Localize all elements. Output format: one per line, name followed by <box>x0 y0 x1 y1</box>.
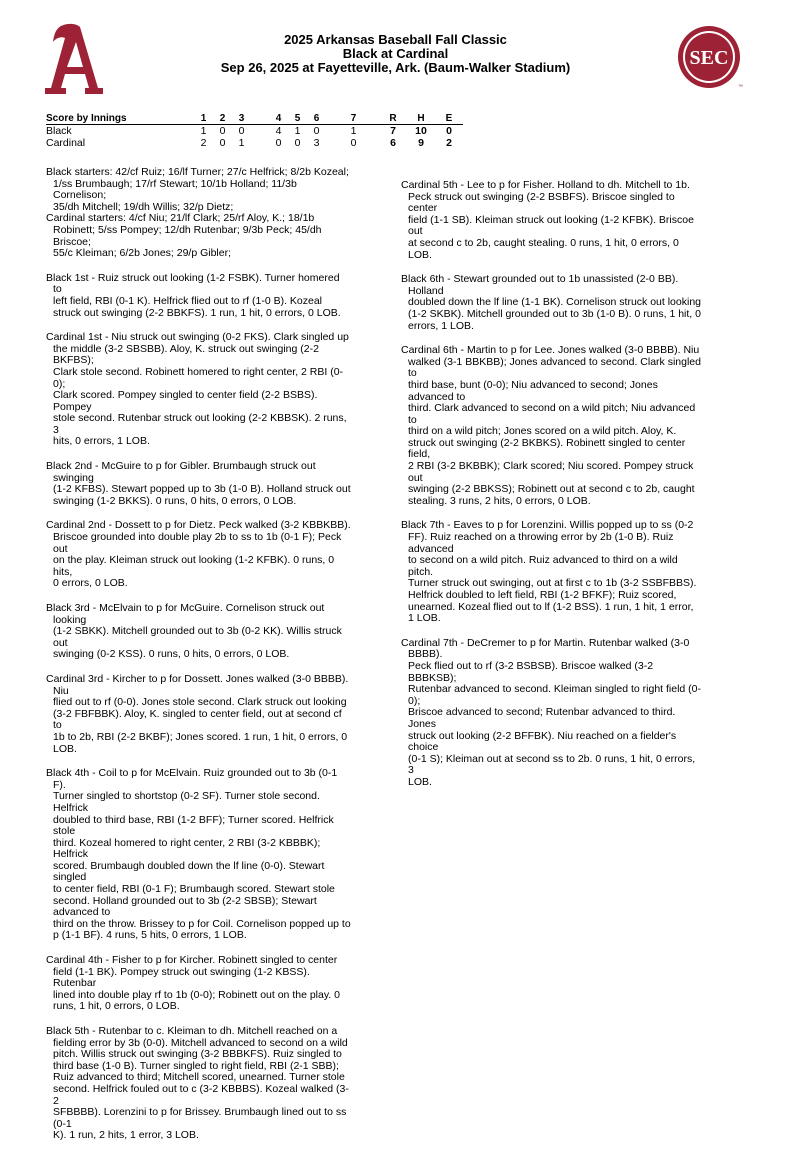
cardinal-starters: Cardinal starters: 4/cf Niu; 21/lf Clark; 25/rf Aloy, K.; 18/1b Robinett; 5/ss Pompey; 12/dh Rutenbar; 9/3b Peck; 45/dh Briscoe; 55/c Kleiman; 6/2b Jones; 29/p Gibler; <box>46 212 322 260</box>
inning-score: 1 <box>294 124 301 137</box>
half-inning-summary: Black 7th - Eaves to p for Lorenzini. Willis popped up to ss (0-2 FF). Ruiz reached on a throwing error by 2b (1-0 B). Ruiz advanced to second on a wild pitch. Ruiz advanced to third on a wild pitch. Turner struck out swinging, out at first c to 1b (3-2 SSBFBBS). Helfrick doubled to left field, RBI (1-2 BFKF); Ruiz scored, unearned. Kozeal flied out to lf (1-2 BSS). 1 run, 1 hit, 1 error, 1 LOB. <box>401 519 697 625</box>
inning-score: 2 <box>200 136 207 149</box>
inning-score: 0 <box>313 124 320 137</box>
half-inning-summary: Black 2nd - McGuire to p for Gibler. Brumbaugh struck out swinging (1-2 KFBS). Stewart popped up to 3b (1-0 B). Holland struck out swinging (1-2 BKKS). 0 runs, 0 hits, 0 errors, 0 LOB. <box>46 460 351 507</box>
half-inning-summary: Cardinal 2nd - Dossett to p for Dietz. Peck walked (3-2 KBBKBB). Briscoe grounded into double play 2b to ss to 1b (0-1 F); Peck out on the play. Kleiman struck out looking (1-2 KFBK). 0 runs, 0 hits, 0 errors, 0 LOB. <box>46 519 351 590</box>
inning-score: 4 <box>275 124 282 137</box>
hits-total: 9 <box>418 136 424 149</box>
play-by-play-right-column <box>401 180 701 802</box>
inning-score: 1 <box>200 124 207 137</box>
half-inning-summary: Cardinal 4th - Fisher to p for Kircher. Robinett singled to center field (1-1 BK). Pompey struck out swinging (1-2 KBSS). Rutenbar lined into double play rf to 1b (0-0); Robinett out on the play. 0 runs, 1 hit, 0 errors, 0 LOB. <box>46 954 340 1013</box>
linescore-table <box>46 112 463 149</box>
inning-score: 0 <box>219 124 226 137</box>
inning-header: 2 <box>213 112 232 125</box>
inning-score: 0 <box>294 136 301 149</box>
runs-total: 6 <box>390 136 396 149</box>
inning-header: 1 <box>194 112 213 125</box>
half-inning-summary: Black 1st - Ruiz struck out looking (1-2 FSBK). Turner homered to left field, RBI (0-1 K). Helfrick flied out to rf (1-0 B). Kozeal struck out swinging (2-2 BBKFS). 1 run, 1 hit, 0 errors, 0 LOB. <box>46 271 341 319</box>
inning-header: 6 <box>307 112 326 125</box>
linescore-label: Score by Innings <box>46 112 194 125</box>
report-header <box>0 33 791 75</box>
errors-header: E <box>435 112 463 125</box>
inning-header: 5 <box>288 112 307 125</box>
matchup-title: Black at Cardinal <box>342 46 449 61</box>
linescore-row-cardinal <box>46 137 463 149</box>
half-inning-summary: Cardinal 3rd - Kircher to p for Dossett. Jones walked (3-0 BBBB). Niu flied out to rf (0-0). Jones stole second. Clark struck out looking (3-2 FBFBBK). Aloy, K. singled to center field, out at second cf to 1b to 2b, RBI (2-2 BKBF); Jones scored. 1 run, 1 hit, 0 errors, 0 LOB. <box>46 672 349 755</box>
half-inning-summary: Black 5th - Rutenbar to c. Kleiman to dh. Mitchell reached on a fielding error by 3b (0-0). Mitchell advanced to second on a wild pitch. Willis struck out swinging (3-2 BBBKFS). Ruiz singled to third base (1-0 B). Turner singled to right field, RBI (2-1 SBB); Ruiz advanced to third; Mitchell scored, unearned. Turner stole second. Helfrick fouled out to c (3-2 KBBBS). Kozeal walked (3-2 SFBBBB). Lorenzini to p for Brissey. Brumbaugh lined out to ss (0-1 K). 1 run, 2 hits, 1 error, 3 LOB. <box>46 1025 349 1142</box>
play-by-play-left-column <box>46 167 351 1155</box>
black-starters: Black starters: 42/cf Ruiz; 16/lf Turner; 27/c Helfrick; 8/2b Kozeal; 1/ss Brumbaugh; 17/rf Stewart; 10/1b Holland; 11/3b Cornelison; 35/dh Mitchell; 19/dh Willis; 32/p Dietz; <box>46 166 349 213</box>
sec-trademark: ™ <box>738 84 743 90</box>
date-venue: Sep 26, 2025 at Fayetteville, Ark. (Baum-Walker Stadium) <box>220 60 571 75</box>
half-inning-summary: Cardinal 5th - Lee to p for Fisher. Holland to dh. Mitchell to 1b. Peck struck out swinging (2-2 BSBFS). Briscoe singled to center field (1-1 SB). Kleiman struck out looking (1-2 KFBK). Briscoe out at second c to 2b, caught stealing. 0 runs, 1 hit, 0 errors, 0 LOB. <box>401 179 694 261</box>
inning-score: 0 <box>275 136 282 149</box>
half-inning-summary: Cardinal 6th - Martin to p for Lee. Jones walked (3-0 BBBB). Niu walked (3-1 BBKBB); Jones advanced to second. Clark singled to third base, bunt (0-0); Niu advanced to second; Jones advanced to third. Clark advanced to second on a wild pitch; Niu advanced to third on a wild pitch; Jones scored on a wild pitch. Aloy, K. struck out swinging (2-2 BKBKS). Robinett singled to center field, 2 RBI (3-2 BKBBK); Clark scored; Niu scored. Pompey struck out swinging (2-2 BBKSS); Robinett out at second c to 2b, caught stealing. 3 runs, 2 hits, 0 errors, 0 LOB. <box>401 344 701 507</box>
inning-score: 3 <box>313 136 320 149</box>
inning-score: 0 <box>350 136 357 149</box>
inning-score: 1 <box>350 124 357 137</box>
half-inning-summary: Black 6th - Stewart grounded out to 1b unassisted (2-0 BB). Holland doubled down the lf line (1-1 BK). Cornelison struck out looking (1-2 SKBK). Mitchell grounded out to 3b (1-0 B). 0 runs, 1 hit, 0 errors, 1 LOB. <box>401 273 701 332</box>
team-name: Cardinal <box>46 136 86 149</box>
runs-header: R <box>379 112 407 125</box>
sec-logo-text: SEC <box>689 47 729 69</box>
hits-header: H <box>407 112 435 125</box>
half-inning-summary: Black 3rd - McElvain to p for McGuire. Cornelison struck out looking (1-2 SBKK). Mitchell grounded out to 3b (0-2 KK). Willis struck out swinging (0-2 KSS). 0 runs, 0 hits, 0 errors, 0 LOB. <box>46 602 342 661</box>
hits-total: 10 <box>415 124 427 137</box>
team-name: Black <box>46 124 72 137</box>
linescore-header-row <box>46 112 463 125</box>
inning-score: 1 <box>238 136 245 149</box>
half-inning-summary: Black 4th - Coil to p for McElvain. Ruiz grounded out to 3b (0-1 F). Turner singled to shortstop (0-2 SF). Turner stole second. Helfrick doubled to third base, RBI (1-2 BFF); Turner scored. Helfrick stole third. Kozeal homered to right center, 2 RBI (3-2 KBBBK); Helfrick scored. Brumbaugh doubled down the lf line (0-0). Stewart singled to center field, RBI (0-1 F); Brumbaugh scored. Stewart stole second. Holland grounded out to 3b (2-2 SBSB); Stewart advanced to third on the throw. Brissey to p for Coil. Cornelison popped up to p (1-1 BF). 4 runs, 5 hits, 0 errors, 1 LOB. <box>46 767 351 942</box>
half-inning-summary: Cardinal 1st - Niu struck out swinging (0-2 FKS). Clark singled up the middle (3-2 SBSBB). Aloy, K. struck out swinging (2-2 BKFBS); Clark stole second. Robinett homered to right center, 2 RBI (0-0); Clark scored. Pompey singled to center field (2-2 BSBS). Pompey stole second. Rutenbar struck out looking (2-2 KBBSK). 2 runs, 3 hits, 0 errors, 1 LOB. <box>46 331 349 448</box>
linescore-row-black <box>46 125 463 138</box>
inning-score: 0 <box>238 124 245 137</box>
inning-header: 7 <box>344 112 363 125</box>
inning-score: 0 <box>219 136 226 149</box>
runs-total: 7 <box>390 124 396 137</box>
half-inning-summary: Cardinal 7th - DeCremer to p for Martin. Rutenbar walked (3-0 BBBB). Peck flied out to rf (3-2 BSBSB). Briscoe walked (3-2 BBBKSB); Rutenbar advanced to second. Kleiman singled to right field (0-0); Briscoe advanced to second; Rutenbar advanced to third. Jones struck out looking (2-2 BFFBK). Niu reached on a fielder's choice (0-1 S); Kleiman out at second ss to 2b. 0 runs, 1 hit, 0 errors, 3 LOB. <box>401 636 702 788</box>
errors-total: 2 <box>446 136 452 149</box>
inning-header: 4 <box>269 112 288 125</box>
inning-header: 3 <box>232 112 251 125</box>
event-title: 2025 Arkansas Baseball Fall Classic <box>284 32 507 47</box>
errors-total: 0 <box>446 124 452 137</box>
